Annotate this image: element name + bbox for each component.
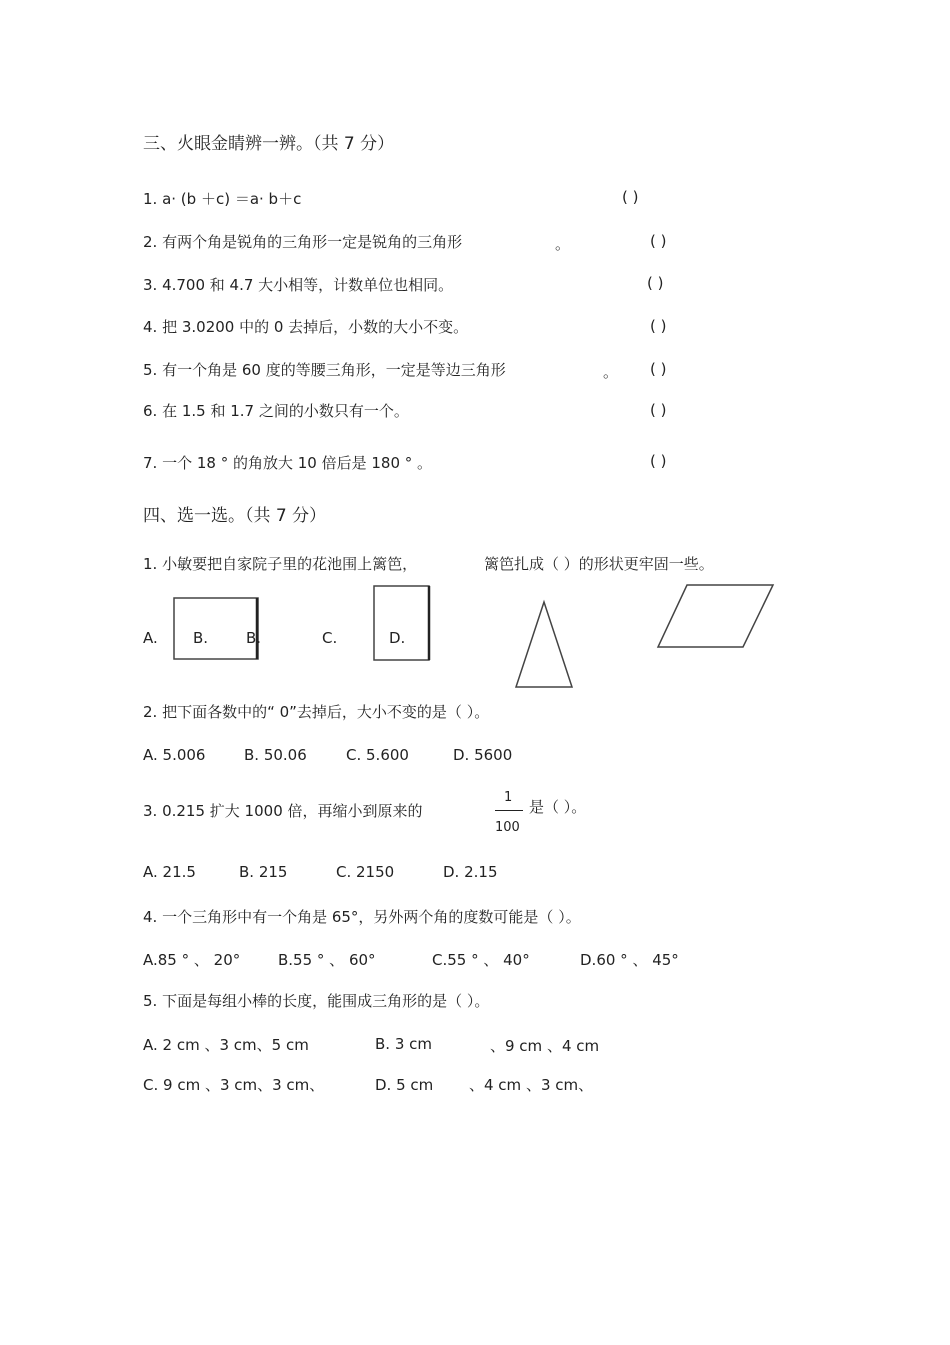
q3-option-a[interactable]: A. 21.5 — [143, 863, 196, 881]
judge-item-5: 5. 有一个角是 60 度的等腰三角形，一定是等边三角形 — [143, 361, 506, 379]
answer-bracket-3[interactable]: ( ) — [647, 274, 664, 292]
q3-option-d[interactable]: D. 2.15 — [443, 863, 498, 881]
q3-option-b[interactable]: B. 215 — [239, 863, 288, 881]
option-a-label[interactable]: A. — [143, 629, 158, 647]
question-1-text-a: 1. 小敏要把自家院子里的花池围上篱笆， — [143, 555, 418, 573]
q2-option-a[interactable]: A. 5.006 — [143, 746, 206, 764]
option-b-label-duplicate: B. — [246, 629, 262, 647]
answer-bracket-5[interactable]: ( ) — [650, 360, 667, 378]
section-4-heading: 四、选一选。（共 7 分） — [143, 506, 327, 526]
answer-bracket-1[interactable]: ( ) — [622, 188, 639, 206]
option-c-label[interactable]: C. — [322, 629, 338, 647]
question-3-text: 3. 0.215 扩大 1000 倍，再缩小到原来的 — [143, 802, 423, 820]
q4-option-d[interactable]: D.60 ° 、 45° — [580, 951, 679, 969]
answer-bracket-4[interactable]: ( ) — [650, 317, 667, 335]
option-b-label[interactable]: B. — [193, 629, 209, 647]
judge-item-2: 2. 有两个角是锐角的三角形一定是锐角的三角形 — [143, 233, 463, 251]
q5-option-b[interactable]: B. 3 cm — [375, 1035, 432, 1053]
judge-item-3: 3. 4.700 和 4.7 大小相等，计数单位也相同。 — [143, 276, 454, 294]
q5-option-a[interactable]: A. 2 cm 、3 cm、5 cm — [143, 1036, 309, 1054]
q4-option-a[interactable]: A.85 ° 、 20° — [143, 951, 241, 969]
parallelogram-figure — [655, 582, 777, 652]
q5-option-d[interactable]: D. 5 cm — [375, 1076, 434, 1094]
answer-bracket-2[interactable]: ( ) — [650, 232, 667, 250]
triangle-figure — [512, 598, 576, 692]
section-3-heading: 三、火眼金睛辨一辨。（共 7 分） — [143, 134, 395, 154]
judge-item-1: 1. a· (b ＋c) ＝a· b＋c — [143, 190, 302, 208]
judge-item-7: 7. 一个 18 ° 的角放大 10 倍后是 180 ° 。 — [143, 454, 433, 472]
question-5-text: 5. 下面是每组小棒的长度，能围成三角形的是（ ）。 — [143, 992, 490, 1010]
rectangle-figure — [170, 594, 262, 662]
q4-option-b[interactable]: B.55 ° 、 60° — [278, 951, 376, 969]
answer-bracket-6[interactable]: ( ) — [650, 401, 667, 419]
fraction-bar — [495, 810, 523, 811]
q2-option-b[interactable]: B. 50.06 — [244, 746, 307, 764]
answer-bracket-7[interactable]: ( ) — [650, 452, 667, 470]
tall-rectangle-figure — [370, 583, 434, 663]
question-2-text: 2. 把下面各数中的“ 0”去掉后，大小不变的是（ ）。 — [143, 703, 490, 721]
q2-option-d[interactable]: D. 5600 — [453, 746, 513, 764]
q2-option-c[interactable]: C. 5.600 — [346, 746, 409, 764]
q4-option-c[interactable]: C.55 ° 、 40° — [432, 951, 530, 969]
question-4-text: 4. 一个三角形中有一个角是 65°，另外两个角的度数可能是（ ）。 — [143, 908, 581, 926]
q5-option-c[interactable]: C. 9 cm 、3 cm、3 cm、 — [143, 1076, 325, 1094]
judge-item-2-period: 。 — [555, 235, 571, 253]
q5-option-d-rest: 、4 cm 、3 cm、 — [469, 1076, 594, 1094]
q3-option-c[interactable]: C. 2150 — [336, 863, 395, 881]
judge-item-4: 4. 把 3.0200 中的 0 去掉后，小数的大小不变。 — [143, 318, 469, 336]
judge-item-6: 6. 在 1.5 和 1.7 之间的小数只有一个。 — [143, 402, 409, 420]
judge-item-5-period: 。 — [603, 363, 619, 381]
fraction-numerator: 1 — [504, 790, 513, 805]
option-d-label[interactable]: D. — [389, 629, 406, 647]
question-3-tail: 是（ ）。 — [529, 798, 587, 816]
fraction-denominator: 100 — [495, 820, 520, 835]
q5-option-b-rest: 、9 cm 、4 cm — [490, 1037, 600, 1055]
question-1-text-b: 篱笆扎成（ ）的形状更牢固一些。 — [484, 555, 714, 573]
